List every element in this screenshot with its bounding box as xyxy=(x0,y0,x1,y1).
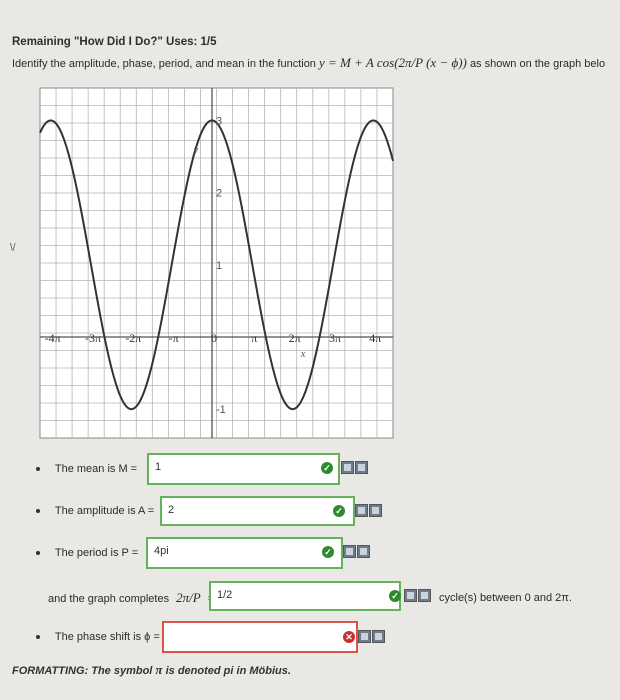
period-input[interactable]: 4pi xyxy=(146,537,343,569)
y-axis-label: y xyxy=(193,143,199,156)
x-tick-label: -2π xyxy=(125,330,142,345)
bullet xyxy=(36,551,40,555)
x-axis-label: x xyxy=(300,347,306,360)
x-tick-label: 0 xyxy=(211,330,218,345)
cosine-graph xyxy=(4,80,404,445)
pi-symbol: π xyxy=(155,662,163,677)
equation-editor-icon[interactable] xyxy=(404,589,417,602)
x-tick-label: 4π xyxy=(369,330,382,345)
cycles-suffix: cycle(s) between 0 and 2π. xyxy=(439,592,572,604)
x-tick-label: 3π xyxy=(328,330,342,345)
equation-editor-icon[interactable] xyxy=(343,545,356,558)
check-circle-icon: ✓ xyxy=(322,546,334,558)
x-tick-label: -π xyxy=(168,330,179,345)
cycles-input[interactable]: 1/2 xyxy=(209,581,401,611)
footer-keyword: pi xyxy=(223,665,234,677)
help-icon[interactable] xyxy=(355,461,368,474)
prompt-text: Identify the amplitude, phase, period, and mean in the function xyxy=(12,58,316,70)
cycles-label: and the graph completes xyxy=(48,593,170,605)
footer-prefix: FORMATTING: The symbol xyxy=(12,665,153,677)
mean-question xyxy=(36,463,137,475)
equation-editor-icon[interactable] xyxy=(341,461,354,474)
x-tick-label: -3π xyxy=(84,330,102,345)
mean-input[interactable]: 1 xyxy=(147,453,340,485)
function-formula: y = M + A cos(2π/P (x − ϕ)) xyxy=(319,55,467,70)
help-icon[interactable] xyxy=(357,545,370,558)
graph xyxy=(4,80,404,450)
mean-label: The mean is M = xyxy=(54,463,138,475)
phase-question xyxy=(36,631,160,643)
x-tick-label: π xyxy=(251,330,258,345)
formatting-note xyxy=(12,662,291,678)
uses-remaining-title: Remaining "How Did I Do?" Uses: 1/5 xyxy=(12,36,217,48)
cycles-question xyxy=(48,590,214,606)
help-icon[interactable] xyxy=(418,589,431,602)
x-tick-label: 2π xyxy=(288,330,301,345)
cycles-fraction: 2π/P xyxy=(176,590,201,605)
x-tick-label: -4π xyxy=(44,330,61,345)
amplitude-input[interactable]: 2 xyxy=(160,496,355,526)
help-icon[interactable] xyxy=(372,630,385,643)
footer-middle: is denoted xyxy=(165,665,221,677)
period-label: The period is P = xyxy=(54,547,139,559)
help-icon[interactable] xyxy=(369,504,382,517)
footer-suffix: in Möbius. xyxy=(236,665,291,677)
check-circle-icon: ✓ xyxy=(333,505,345,517)
amplitude-question xyxy=(36,505,154,517)
equation-editor-icon[interactable] xyxy=(358,630,371,643)
left-arrow-icon: \/ xyxy=(10,242,16,254)
question-prompt xyxy=(12,55,605,71)
check-circle-icon: ✓ xyxy=(321,462,333,474)
bullet xyxy=(36,467,40,471)
amplitude-label: The amplitude is A = xyxy=(54,505,155,517)
x-circle-icon: ✕ xyxy=(343,631,355,643)
equation-editor-icon[interactable] xyxy=(355,504,368,517)
prompt-text-end: as shown on the graph belo xyxy=(469,58,606,70)
bullet xyxy=(36,509,40,513)
phase-label: The phase shift is ϕ = xyxy=(54,631,160,643)
y-tick-label: 1 xyxy=(216,259,223,272)
period-question xyxy=(36,547,138,559)
phase-input[interactable] xyxy=(162,621,358,653)
y-tick-label: 3 xyxy=(216,115,223,128)
y-tick-label: -1 xyxy=(216,404,226,417)
bullet xyxy=(36,635,40,639)
y-tick-label: 2 xyxy=(216,187,223,200)
check-circle-icon: ✓ xyxy=(389,590,401,602)
